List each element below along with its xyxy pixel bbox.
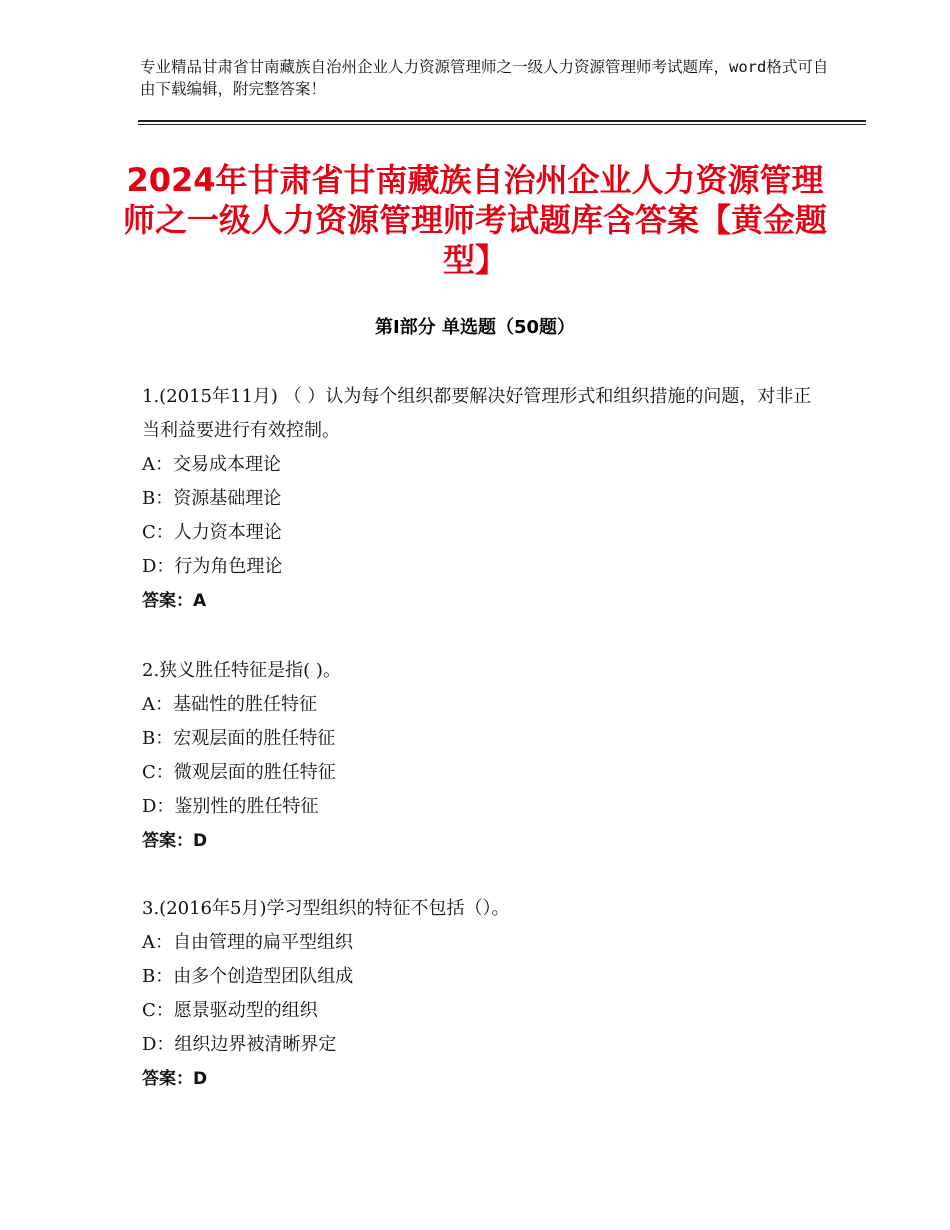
option-b: B：资源基础理论: [142, 488, 282, 509]
divider-thick-line: [138, 120, 866, 122]
document-title: 2024年甘肃省甘南藏族自治州企业人力资源管理师之一级人力资源管理师考试题库含答案【黄金题型】: [122, 161, 827, 279]
question-stem: 3.(2016年5月)学习型组织的特征不包括（）。: [142, 898, 510, 919]
option-c: C：愿景驱动型的组织: [142, 1000, 318, 1021]
header-divider: [138, 120, 866, 125]
question-3: [142, 892, 822, 1096]
option-d: D：行为角色理论: [142, 556, 283, 577]
question-1: [142, 380, 822, 618]
header-note: 专业精品甘肃省甘南藏族自治州企业人力资源管理师之一级人力资源管理师考试题库，word格式可自由下载编辑，附完整答案！: [140, 58, 829, 98]
option-a: A：基础性的胜任特征: [142, 694, 317, 715]
question-2: [142, 654, 822, 858]
question-stem: 2.狭义胜任特征是指( )。: [142, 660, 341, 681]
question-stem: 1.(2015年11月) （ ）认为每个组织都要解决好管理形式和组织措施的问题，对非正当利益要进行有效控制。: [142, 386, 812, 441]
answer-line: 答案：D: [142, 1069, 208, 1089]
divider-thin-line: [138, 124, 866, 125]
option-b: B：宏观层面的胜任特征: [142, 728, 336, 749]
section-heading: 第Ⅰ部分 单选题（50题）: [374, 317, 575, 338]
option-c: C：微观层面的胜任特征: [142, 762, 336, 783]
answer-line: 答案：A: [142, 591, 207, 611]
option-a: A：自由管理的扁平型组织: [142, 932, 353, 953]
option-d: D：鉴别性的胜任特征: [142, 796, 319, 817]
option-d: D：组织边界被清晰界定: [142, 1034, 337, 1055]
option-a: A：交易成本理论: [142, 454, 281, 475]
option-c: C：人力资本理论: [142, 522, 282, 543]
answer-line: 答案：D: [142, 831, 208, 851]
option-b: B：由多个创造型团队组成: [142, 966, 354, 987]
